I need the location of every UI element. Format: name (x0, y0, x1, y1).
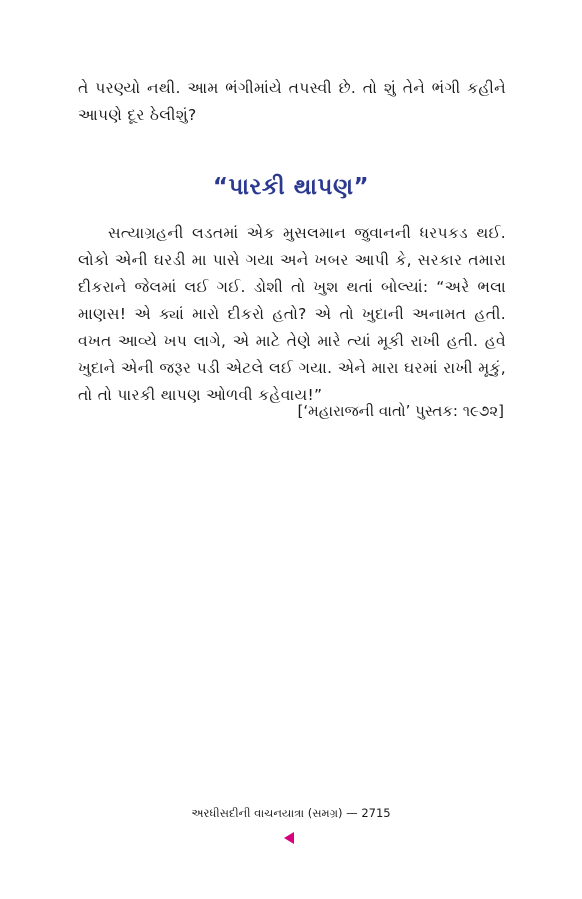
intro-paragraph: તે પરણ્યો નથી. આમ ભંગીમાંયે તપસ્વી છે. તો શું તેને ભંગી કહીને આપણે દૂર ઠેલીશું? (78, 79, 506, 124)
previous-page-arrow-icon[interactable] (284, 832, 294, 844)
section-title: “પારકી થાપણ” (212, 174, 370, 200)
source-citation: [‘મહારાજની વાતો’ પુસ્તક: ૧૯૭૨] (297, 402, 504, 420)
story-paragraph: સત્યાગ્રહની લડતમાં એક મુસલમાન જુવાનની ધરપકડ થઈ. લોકો એની ઘરડી મા પાસે ગયા અને ખબર આપી કે, સરકાર તમારા દીકરાને જેલમાં લઈ ગઈ. ડોશી તો ખુશ થતાં બોલ્યાં: “અરે ભલા માણસ! એ ક્યાં મારો દીકરો હતો? એ તો ખુદાની અનામત હતી. વખત આવ્યે ખપ લાગે, એ માટે તેણે મારે ત્યાં મૂકી રાખી હતી. હવે ખુદાને એની જરૂર પડી એટલે લઈ ગયા. એને મારા ઘરમાં રાખી મૂકું, તો તો પારકી થાપણ ઓળવી કહેવાય!” (78, 224, 506, 404)
page-footer: અરધીસદીની વાચનયાત્રા (સમગ્ર) — 2715 (191, 806, 391, 820)
